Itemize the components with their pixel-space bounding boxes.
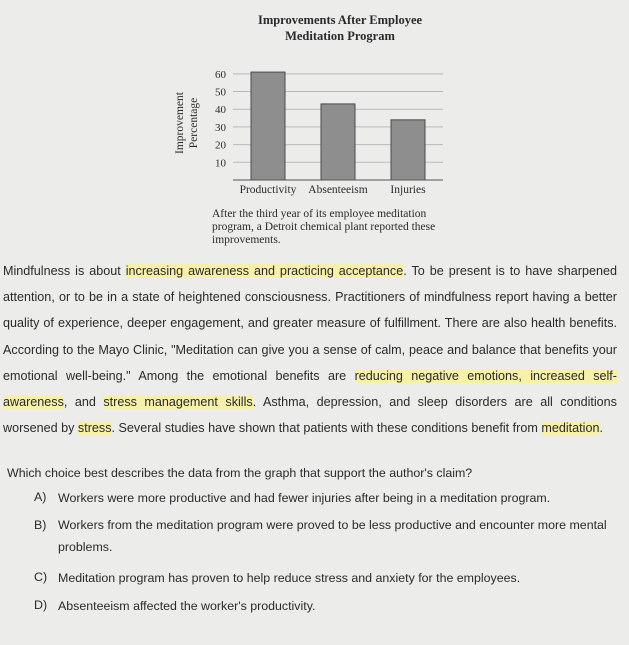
x-tick-label: Absenteeism <box>308 184 368 196</box>
highlighted-text: stress <box>77 421 112 436</box>
option-text: Absenteeism affected the worker's productivity. <box>58 599 316 613</box>
y-tick-label: 20 <box>215 139 226 152</box>
answer-option[interactable] <box>7 490 617 506</box>
y-tick-label: 10 <box>215 157 226 170</box>
answer-options <box>7 490 617 614</box>
y-tick-label: 60 <box>215 68 226 81</box>
passage-text: . Asthma, depression, and sleep disorders are all conditions worsened by <box>3 395 617 436</box>
y-axis-label: Improvement <box>174 92 186 154</box>
y-tick-label: 40 <box>215 104 226 117</box>
chart-title: Improvements After Employee Meditation Program <box>257 13 423 43</box>
option-letter: A) <box>34 490 47 504</box>
bar <box>391 120 425 180</box>
y-tick-label: 30 <box>215 121 226 134</box>
passage-paragraph <box>3 258 617 441</box>
passage-text: . Several studies have shown that patients with these conditions benefit from <box>111 421 542 436</box>
y-tick-label: 50 <box>215 86 226 99</box>
highlighted-text: meditation <box>541 421 600 436</box>
highlighted-text: stress management skills <box>103 395 253 410</box>
bar <box>321 104 355 180</box>
x-tick-label: Productivity <box>239 184 297 196</box>
y-axis-label: Percentage <box>188 97 200 149</box>
passage-text: , and <box>63 395 104 410</box>
passage-text: . To be present is to have sharpened attention, or to be in a state of heightened consciousness. Practitioners of mindfulness report having a better quality of experience, deeper engagement, and greater measure of fulfillment. There are also health benefits. According to the Mayo Clinic, "Meditation can give you a sense of calm, peace and balance that benefits your emotional well-being." Among the emotional benefits are <box>3 264 617 383</box>
passage-text: Mindfulness is about <box>3 264 126 278</box>
option-letter: B) <box>34 518 47 532</box>
highlighted-text: reducing negative emotions, increased self-awareness <box>3 368 617 410</box>
chart-figure <box>0 0 629 260</box>
passage <box>3 258 617 441</box>
option-letter: C) <box>34 570 48 584</box>
answer-option[interactable] <box>7 598 617 614</box>
question-stem: Which choice best describes the data from the graph that support the author's claim? <box>7 466 473 480</box>
answer-option[interactable] <box>7 570 617 586</box>
option-letter: D) <box>34 598 48 612</box>
option-text: Workers were more productive and had fewer injuries after being in a meditation program. <box>58 491 551 505</box>
question-block <box>7 466 617 626</box>
option-text: Workers from the meditation program were proved to be less productive and encounter more mental problems. <box>58 518 607 554</box>
answer-option[interactable] <box>7 518 617 558</box>
highlighted-text: increasing awareness and practicing acceptance <box>125 264 404 278</box>
bar-chart <box>0 0 629 210</box>
passage-text: . <box>599 421 603 436</box>
bar <box>251 72 285 180</box>
x-tick-label: Injuries <box>390 184 426 196</box>
chart-caption: After the third year of its employee meditation program, a Detroit chemical plant reported these improvements. <box>212 208 436 246</box>
option-text: Meditation program has proven to help reduce stress and anxiety for the employees. <box>58 571 521 585</box>
